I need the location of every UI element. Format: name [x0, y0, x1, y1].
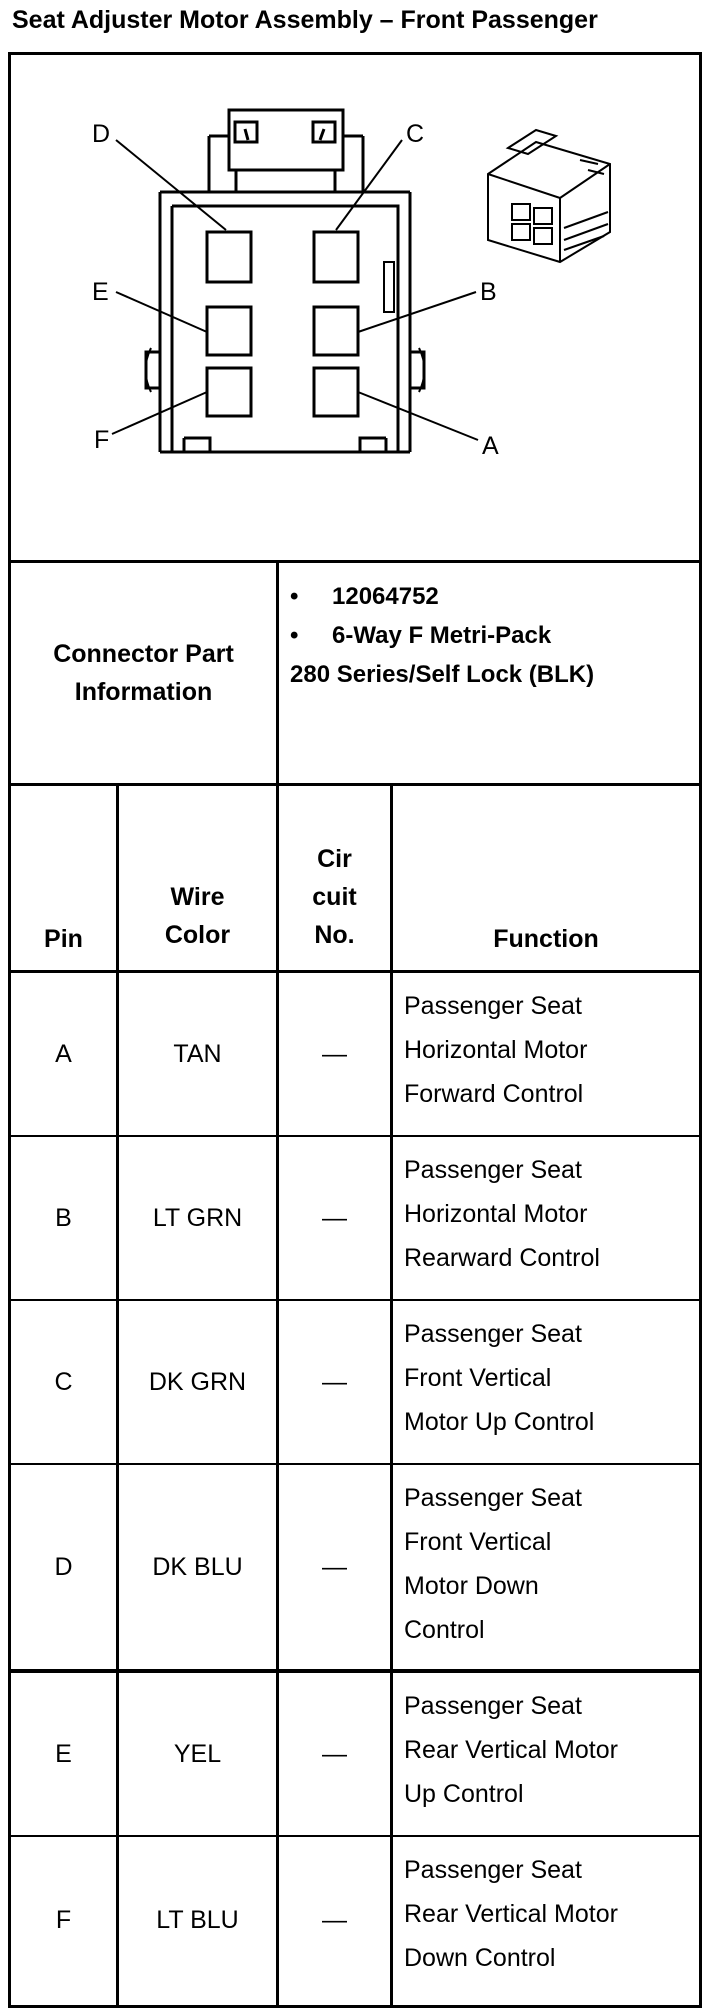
row-f-function-line1: Passenger Seat [404, 1856, 582, 1884]
cavity-label-f: F [94, 426, 110, 454]
row-a-circuit: — [322, 1039, 347, 1068]
row-b-function-line1: Passenger Seat [404, 1156, 582, 1184]
connector-part-details [290, 563, 690, 694]
bullet-2: • [290, 622, 299, 649]
cavity-label-a: A [482, 432, 499, 460]
row-e-function-line3: Up Control [404, 1780, 524, 1808]
header-wire-text-1: Wire [170, 883, 225, 911]
cavity-label-c: C [406, 120, 425, 148]
header-wire-color [119, 786, 276, 970]
header-circuit-text-3: No. [314, 921, 355, 949]
row-f-circuit: — [322, 1905, 347, 1934]
row-a-function-line1: Passenger Seat [404, 992, 582, 1020]
row-a-wire: TAN [173, 1039, 222, 1068]
row-d-function-line1: Passenger Seat [404, 1484, 582, 1512]
row-a-pin: A [55, 1039, 72, 1068]
connector-face-drawing [112, 110, 478, 452]
row-f-pin: F [55, 1905, 72, 1934]
row-b-circuit: — [322, 1203, 347, 1232]
part-description-line1: 6-Way F Metri-Pack [332, 622, 552, 649]
header-circuit-text-2: cuit [312, 883, 357, 911]
row-c-function-line2: Front Vertical [404, 1364, 552, 1392]
row-b-wire: LT GRN [152, 1203, 243, 1232]
header-pin [11, 786, 116, 970]
row-a-function [404, 984, 698, 1116]
row-d-function [404, 1476, 698, 1652]
connector-isometric-drawing [488, 130, 610, 262]
row-c-pin: C [54, 1367, 73, 1396]
row-e-function [404, 1684, 698, 1816]
row-c-function [404, 1312, 698, 1444]
row-d-wire: DK BLU [152, 1552, 243, 1581]
row-b-function-line3: Rearward Control [404, 1244, 600, 1272]
row-a-function-line3: Forward Control [404, 1080, 584, 1108]
header-wire-text-2: Color [164, 921, 231, 949]
row-a-function-line2: Horizontal Motor [404, 1036, 588, 1064]
row-d-pin: D [54, 1552, 73, 1581]
row-e-function-line1: Passenger Seat [404, 1692, 582, 1720]
row-c-wire: DK GRN [148, 1367, 247, 1396]
cavity-label-e: E [92, 278, 109, 306]
row-e-pin: E [55, 1739, 72, 1768]
row-c-function-line3: Motor Up Control [404, 1408, 595, 1436]
header-circuit-text-1: Cir [317, 845, 352, 873]
row-d-function-line2: Front Vertical [404, 1528, 552, 1556]
row-c-function-line1: Passenger Seat [404, 1320, 582, 1348]
row-e-wire: YEL [173, 1739, 222, 1768]
header-function-text: Function [493, 925, 599, 953]
header-pin-text: Pin [44, 925, 83, 953]
row-b-function-line2: Horizontal Motor [404, 1200, 588, 1228]
header-circuit [279, 786, 390, 970]
row-b-function [404, 1148, 698, 1280]
cavity-label-d: D [92, 120, 111, 148]
row-d-function-line3: Motor Down [404, 1572, 539, 1600]
cavity-label-b: B [480, 278, 497, 306]
connector-diagram [8, 52, 702, 560]
connector-sheet [8, 52, 702, 2008]
row-d-function-line4: Control [404, 1616, 485, 1644]
part-description-line2: 280 Series/Self Lock (BLK) [290, 661, 595, 688]
row-f-wire: LT BLU [156, 1905, 239, 1934]
connector-info-label-line2: Information [74, 678, 213, 706]
page-title: Seat Adjuster Motor Assembly – Front Passenger [12, 6, 598, 34]
header-function [393, 786, 699, 970]
row-b-pin: B [55, 1203, 72, 1232]
bullet-1: • [290, 583, 299, 610]
row-f-function [404, 1848, 698, 1980]
row-e-circuit: — [322, 1739, 347, 1768]
row-f-function-line2: Rear Vertical Motor [404, 1900, 618, 1928]
row-e-function-line2: Rear Vertical Motor [404, 1736, 618, 1764]
connector-info-label-line1: Connector Part [53, 640, 234, 668]
part-number: 12064752 [332, 583, 439, 610]
row-c-circuit: — [322, 1367, 347, 1396]
row-d-circuit: — [322, 1552, 347, 1581]
row-f-function-line3: Down Control [404, 1944, 556, 1972]
connector-info-label [11, 563, 276, 783]
